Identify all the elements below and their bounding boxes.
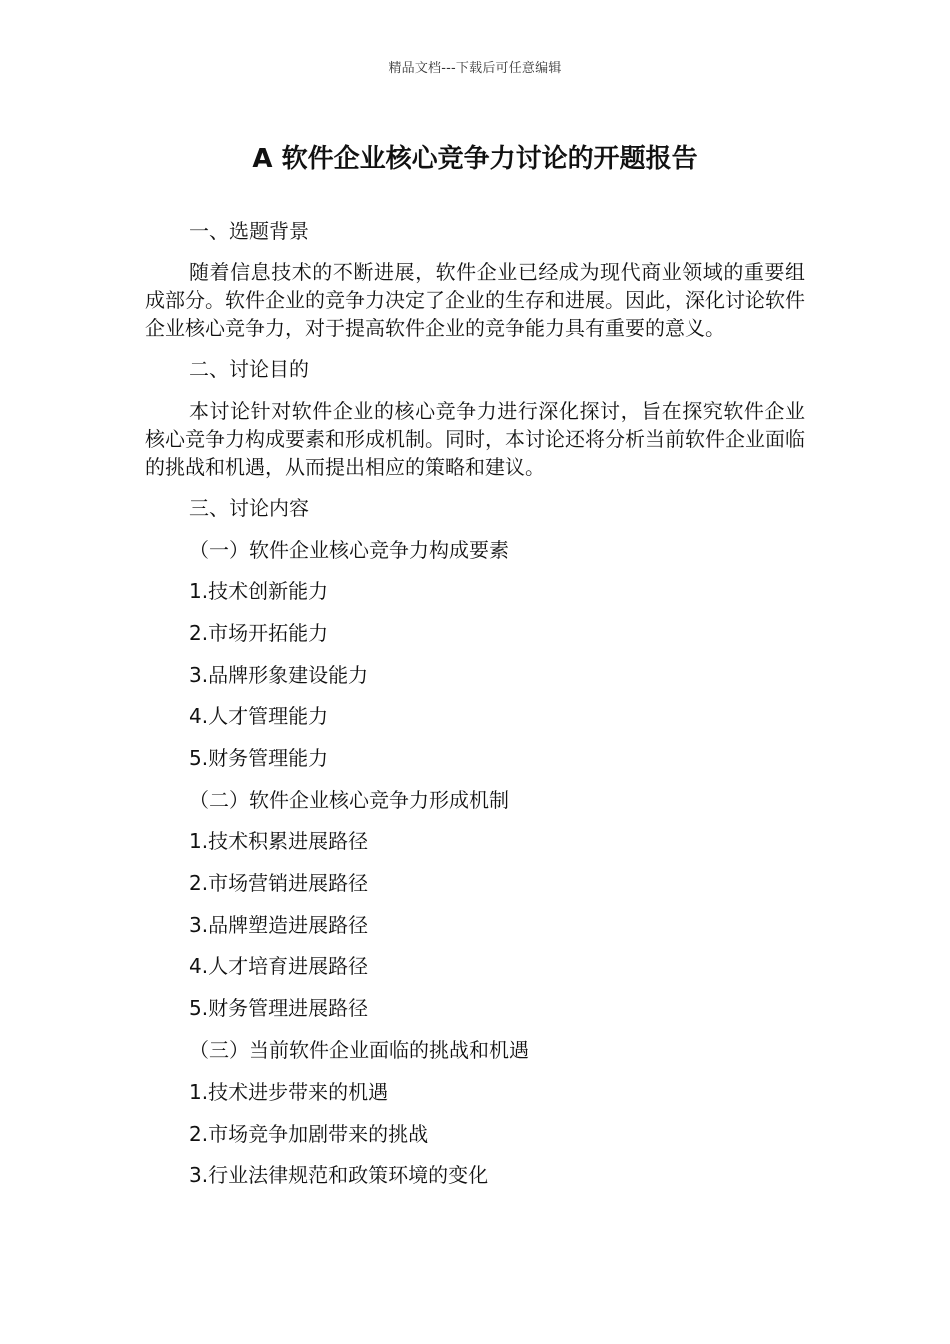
list-item: 2.市场开拓能力 <box>189 621 329 645</box>
list-item: 5.财务管理能力 <box>189 746 329 770</box>
list-item: 2.市场竞争加剧带来的挑战 <box>189 1122 429 1146</box>
list-item: 4.人才管理能力 <box>189 704 329 728</box>
list-item: 4.人才培育进展路径 <box>189 954 369 978</box>
section-heading-content: 三、讨论内容 <box>189 496 309 520</box>
section-heading-purpose: 二、讨论目的 <box>189 357 309 381</box>
list-item: 2.市场营销进展路径 <box>189 871 369 895</box>
list-item: 3.行业法律规范和政策环境的变化 <box>189 1163 489 1187</box>
list-item: 5.财务管理进展路径 <box>189 996 369 1020</box>
list-item: 1.技术积累进展路径 <box>189 829 369 853</box>
paragraph-purpose: 本讨论针对软件企业的核心竞争力进行深化探讨，旨在探究软件企业核心竞争力构成要素和形成机制。同时，本讨论还将分析当前软件企业面临的挑战和机遇，从而提出相应的策略和建议。 <box>145 399 805 479</box>
document-title: A 软件企业核心竞争力讨论的开题报告 <box>252 144 698 174</box>
header-note: 精品文档---下载后可任意编辑 <box>388 61 562 76</box>
subsection-heading-challenges: （三）当前软件企业面临的挑战和机遇 <box>189 1038 529 1062</box>
list-item: 1.技术进步带来的机遇 <box>189 1080 389 1104</box>
list-item: 3.品牌形象建设能力 <box>189 663 369 687</box>
subsection-heading-mechanism: （二）软件企业核心竞争力形成机制 <box>189 788 509 812</box>
section-heading-background: 一、选题背景 <box>189 219 309 243</box>
list-item: 1.技术创新能力 <box>189 579 329 603</box>
paragraph-background: 随着信息技术的不断进展，软件企业已经成为现代商业领域的重要组成部分。软件企业的竞争力决定了企业的生存和进展。因此，深化讨论软件企业核心竞争力，对于提高软件企业的竞争能力具有重要的意义。 <box>145 260 805 340</box>
list-item: 3.品牌塑造进展路径 <box>189 913 369 937</box>
subsection-heading-elements: （一）软件企业核心竞争力构成要素 <box>189 538 509 562</box>
